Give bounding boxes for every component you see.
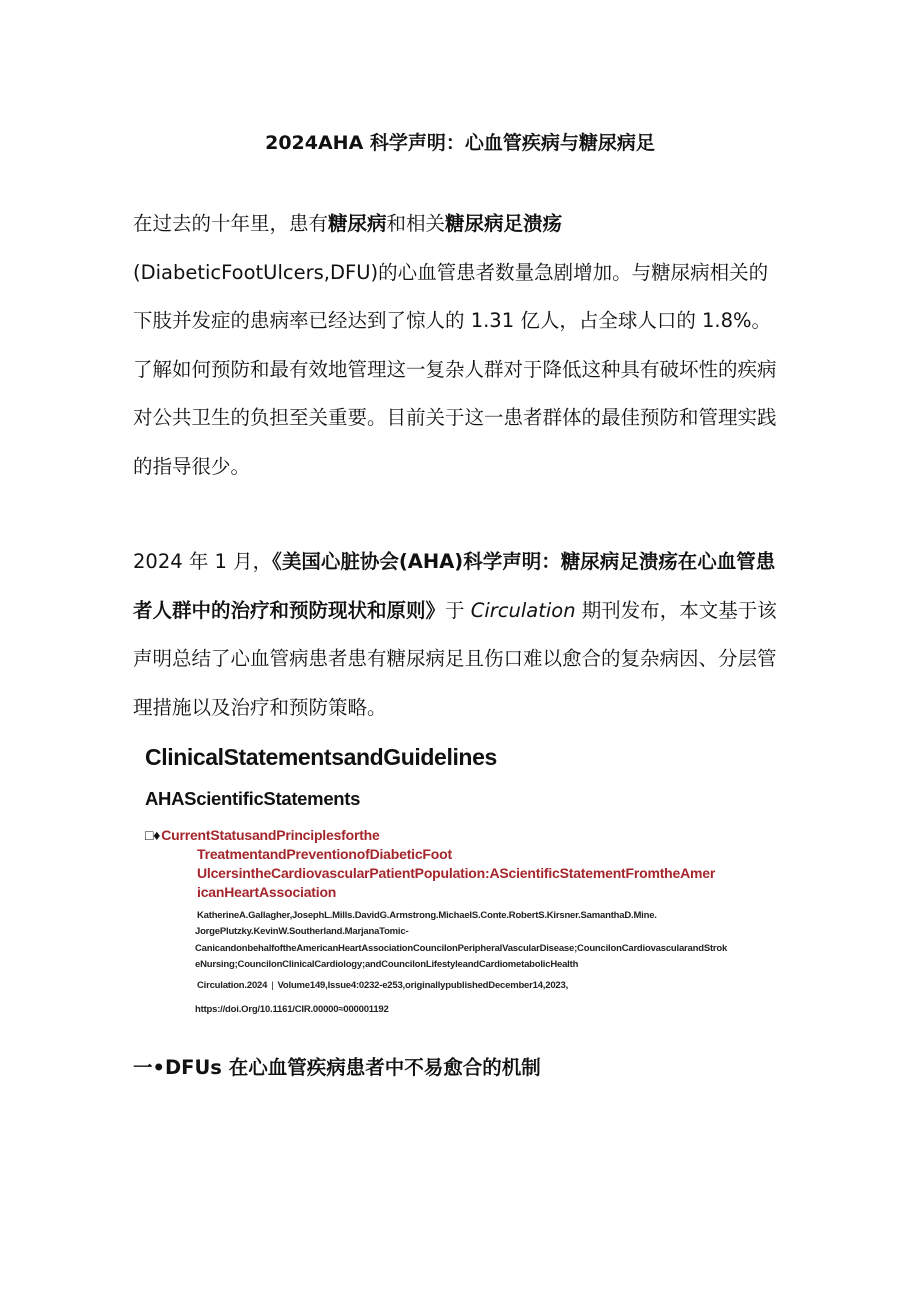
article-title[interactable] <box>145 826 790 902</box>
citation-separator: | <box>271 979 274 991</box>
authors-line: eNursing;CouncilonClinicalCardiology;andCouncilonLifestyleandCardiometabolicHealth <box>195 959 579 971</box>
document-title: 2024AHA 科学声明：心血管疾病与糖尿病足 <box>265 132 655 154</box>
publication-paragraph <box>133 538 783 732</box>
intro-text-3: (DiabeticFootUlcers,DFU)的心血管患者数量急剧增加。与糖尿病相关的下肢并发症的患病率已经达到了惊人的 1.31 亿人，占全球人口的 1.8%。了解如何预防和最有效地管理这一复杂人群对于降低这种具有破坏性的疾病对公共卫生的负担至关重要。目前关于这一患者群体的最佳预防和管理实践的指导很少。 <box>133 260 777 478</box>
pub-text-1: 2024 年 1 月， <box>133 550 273 573</box>
intro-text-1: 在过去的十年里，患有 <box>133 212 329 235</box>
pub-bold-title: 《美国心脏协会(AHA)科学声明：糖尿病足溃疡在心血管患者人群中的治疗和预防现状和原则》 <box>133 550 776 622</box>
citation-journal: Circulation.2024 <box>197 979 268 991</box>
article-title-line[interactable]: icanHeartAssociation <box>197 884 337 900</box>
clinical-statements-heading: ClinicalStatementsandGuidelines <box>145 744 497 770</box>
pub-text-3: 期刊发布，本文基于该声明总结了心血管病患者患有糖尿病足且伤口难以愈合的复杂病因、分层管理措施以及治疗和预防策略。 <box>133 598 777 719</box>
intro-text-2: 和相关 <box>386 212 446 235</box>
doi-link[interactable]: https://doi.Org/10.1161/CIR.00000≈000001192 <box>195 1004 389 1016</box>
bullet-icon: □♦ <box>145 827 161 843</box>
article-reference <box>145 826 790 1018</box>
pub-text-2: 于 <box>445 598 471 622</box>
intro-paragraph <box>133 200 783 491</box>
article-title-line[interactable]: UlcersintheCardiovascularPatientPopulation:AScientificStatementFromtheAmer <box>197 865 716 881</box>
article-meta <box>145 908 790 1018</box>
authors-line: JorgePlutzky.KevinW.Southerland.MarjanaTomic- <box>195 926 409 938</box>
authors-line: CanicandonbehalfoftheAmericanHeartAssociationCouncilonPeripheralVascularDisease;CouncilonCardiovascularandStrok <box>195 942 728 954</box>
article-title-line[interactable]: CurrentStatusandPrinciplesforthe <box>161 827 380 843</box>
authors-line: KatherineA.Gallagher,JosephL.Mills.DavidG.Armstrong.MichaelS.Conte.RobertS.Kirsner.SamanthaD.Mine. <box>197 910 657 921</box>
intro-bold-diabetes: 糖尿病 <box>328 212 387 235</box>
citation-detail: Volume149,Issue4:0232-e253,originallypublishedDecember14,2023, <box>277 979 569 991</box>
pub-journal: Circulation <box>470 598 576 622</box>
section-heading: 一•DFUs 在心血管疾病患者中不易愈合的机制 <box>133 1056 541 1079</box>
citation-line <box>145 978 790 994</box>
article-title-line[interactable]: TreatmentandPreventionofDiabeticFoot <box>197 846 452 862</box>
intro-bold-dfu: 糖尿病足溃疡 <box>445 212 563 235</box>
aha-statements-heading: AHAScientificStatements <box>145 788 361 809</box>
